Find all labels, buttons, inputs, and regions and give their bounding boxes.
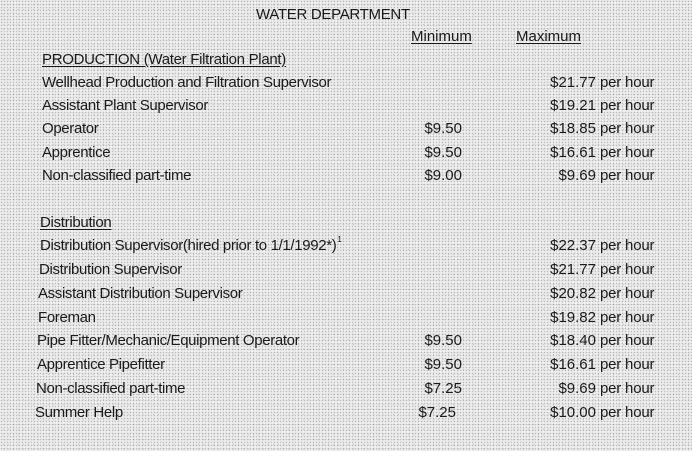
row-label: Foreman <box>38 309 96 326</box>
row-maximum: $19.21 <box>550 97 596 114</box>
section-title-production: PRODUCTION (Water Filtration Plant) <box>42 51 286 68</box>
row-unit: per hour <box>600 144 655 161</box>
row-minimum: $7.25 <box>418 404 456 421</box>
table-row <box>0 404 692 426</box>
row-maximum: $16.61 <box>550 144 596 161</box>
row-minimum: $9.50 <box>424 120 462 137</box>
row-label: Non-classified part-time <box>36 380 186 397</box>
row-unit: per hour <box>600 380 655 397</box>
row-label: Apprentice Pipefitter <box>37 356 165 373</box>
table-row <box>0 380 692 402</box>
table-row <box>0 332 692 354</box>
row-unit: per hour <box>600 309 655 326</box>
table-row <box>0 285 692 307</box>
footnote-marker: 1 <box>337 235 342 244</box>
row-label <box>40 237 341 254</box>
row-maximum: $18.85 <box>550 120 596 137</box>
table-row <box>0 74 692 96</box>
row-label: Distribution Supervisor <box>39 261 182 278</box>
row-label: Pipe Fitter/Mechanic/Equipment Operator <box>37 332 300 349</box>
row-minimum: $7.25 <box>424 380 462 397</box>
table-row <box>0 120 692 142</box>
row-unit: per hour <box>600 404 655 421</box>
row-maximum: $20.82 <box>550 285 596 302</box>
row-maximum: $10.00 <box>550 404 596 421</box>
row-maximum: $9.69 <box>558 167 596 184</box>
row-label: Operator <box>42 120 99 137</box>
row-maximum: $21.77 <box>550 261 596 278</box>
row-unit: per hour <box>600 167 655 184</box>
row-unit: per hour <box>600 356 655 373</box>
table-row <box>0 261 692 283</box>
row-unit: per hour <box>600 285 655 302</box>
row-minimum: $9.50 <box>424 356 462 373</box>
row-label-text: Distribution Supervisor(hired prior to 1/1/1992*) <box>40 237 337 254</box>
row-label: Apprentice <box>42 144 111 161</box>
row-unit: per hour <box>600 261 655 278</box>
row-maximum: $9.69 <box>558 380 596 397</box>
page-title: WATER DEPARTMENT <box>256 6 410 23</box>
row-label: Assistant Plant Supervisor <box>42 97 208 114</box>
row-minimum: $9.50 <box>424 332 462 349</box>
table-row <box>0 309 692 331</box>
table-row <box>0 237 692 259</box>
column-header-minimum: Minimum <box>411 28 472 45</box>
row-maximum: $19.82 <box>550 309 596 326</box>
row-label: Wellhead Production and Filtration Supervisor <box>42 74 332 91</box>
row-label: Summer Help <box>35 404 123 421</box>
row-unit: per hour <box>600 97 655 114</box>
row-label: Assistant Distribution Supervisor <box>38 285 243 302</box>
table-row <box>0 144 692 166</box>
row-maximum: $22.37 <box>550 237 596 254</box>
row-maximum: $21.77 <box>550 74 596 91</box>
section-title-distribution: Distribution <box>40 214 112 231</box>
row-minimum: $9.50 <box>424 144 462 161</box>
row-maximum: $18.40 <box>550 332 596 349</box>
row-label: Non-classified part-time <box>42 167 192 184</box>
row-unit: per hour <box>600 332 655 349</box>
row-minimum: $9.00 <box>424 167 462 184</box>
table-row <box>0 356 692 378</box>
table-row <box>0 167 692 189</box>
row-maximum: $16.61 <box>550 356 596 373</box>
column-header-maximum: Maximum <box>516 28 582 45</box>
table-row <box>0 97 692 119</box>
row-unit: per hour <box>600 237 655 254</box>
row-unit: per hour <box>600 120 655 137</box>
row-unit: per hour <box>600 74 655 91</box>
